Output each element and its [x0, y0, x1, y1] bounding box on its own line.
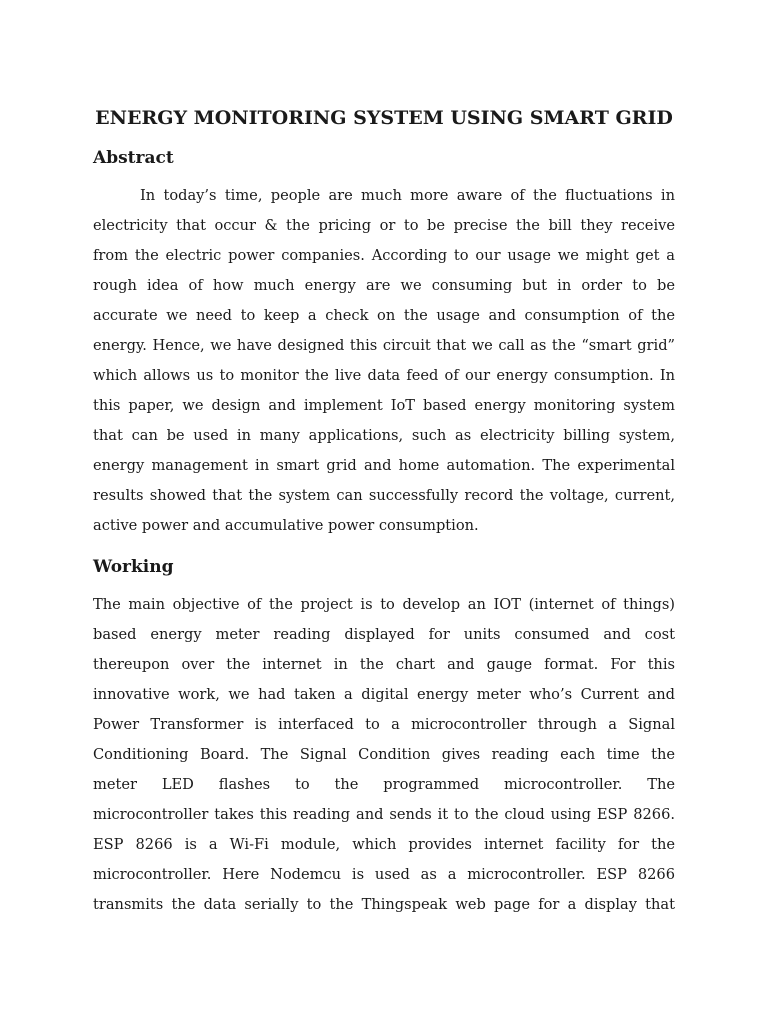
paragraph-line: thereupon over the internet in the chart and gauge format. For this — [93, 656, 675, 673]
paragraph-line: based energy meter reading displayed for units consumed and cost — [93, 626, 675, 643]
document-title: ENERGY MONITORING SYSTEM USING SMART GRID — [95, 107, 673, 129]
paragraph-line: energy management in smart grid and home automation. The experimental — [93, 457, 675, 474]
abstract-heading: Abstract — [93, 148, 174, 168]
paragraph-line: energy. Hence, we have designed this circuit that we call as the “smart grid” — [93, 337, 675, 354]
abstract-paragraph — [93, 181, 675, 541]
paragraph-line: microcontroller. Here Nodemcu is used as a microcontroller. ESP 8266 — [93, 866, 675, 883]
paragraph-line: from the electric power companies. According to our usage we might get a — [93, 247, 675, 264]
paragraph-line: meter LED flashes to the programmed microcontroller. The — [93, 776, 675, 793]
paragraph-line: rough idea of how much energy are we consuming but in order to be — [93, 277, 675, 294]
paragraph-line: The main objective of the project is to develop an IOT (internet of things) — [93, 596, 675, 613]
paragraph-line: Power Transformer is interfaced to a microcontroller through a Signal — [93, 716, 675, 733]
paragraph-line: ESP 8266 is a Wi-Fi module, which provides internet facility for the — [93, 836, 675, 853]
paragraph-line: which allows us to monitor the live data feed of our energy consumption. In — [93, 367, 675, 384]
paragraph-line: this paper, we design and implement IoT based energy monitoring system — [93, 397, 675, 414]
working-heading: Working — [93, 557, 174, 577]
paragraph-line: that can be used in many applications, such as electricity billing system, — [93, 427, 675, 444]
paragraph-line: In today’s time, people are much more aware of the fluctuations in — [140, 187, 675, 204]
paragraph-line: active power and accumulative power consumption. — [93, 517, 479, 534]
paragraph-line: Conditioning Board. The Signal Condition gives reading each time the — [93, 746, 675, 763]
paragraph-line: transmits the data serially to the Thingspeak web page for a display that — [93, 896, 675, 913]
paragraph-line: innovative work, we had taken a digital energy meter who’s Current and — [93, 686, 675, 703]
paragraph-line: microcontroller takes this reading and sends it to the cloud using ESP 8266. — [93, 806, 675, 823]
paragraph-line: electricity that occur & the pricing or to be precise the bill they receive — [93, 217, 675, 234]
working-paragraph — [93, 590, 675, 920]
paragraph-line: results showed that the system can successfully record the voltage, current, — [93, 487, 675, 504]
paragraph-line: accurate we need to keep a check on the usage and consumption of the — [93, 307, 675, 324]
